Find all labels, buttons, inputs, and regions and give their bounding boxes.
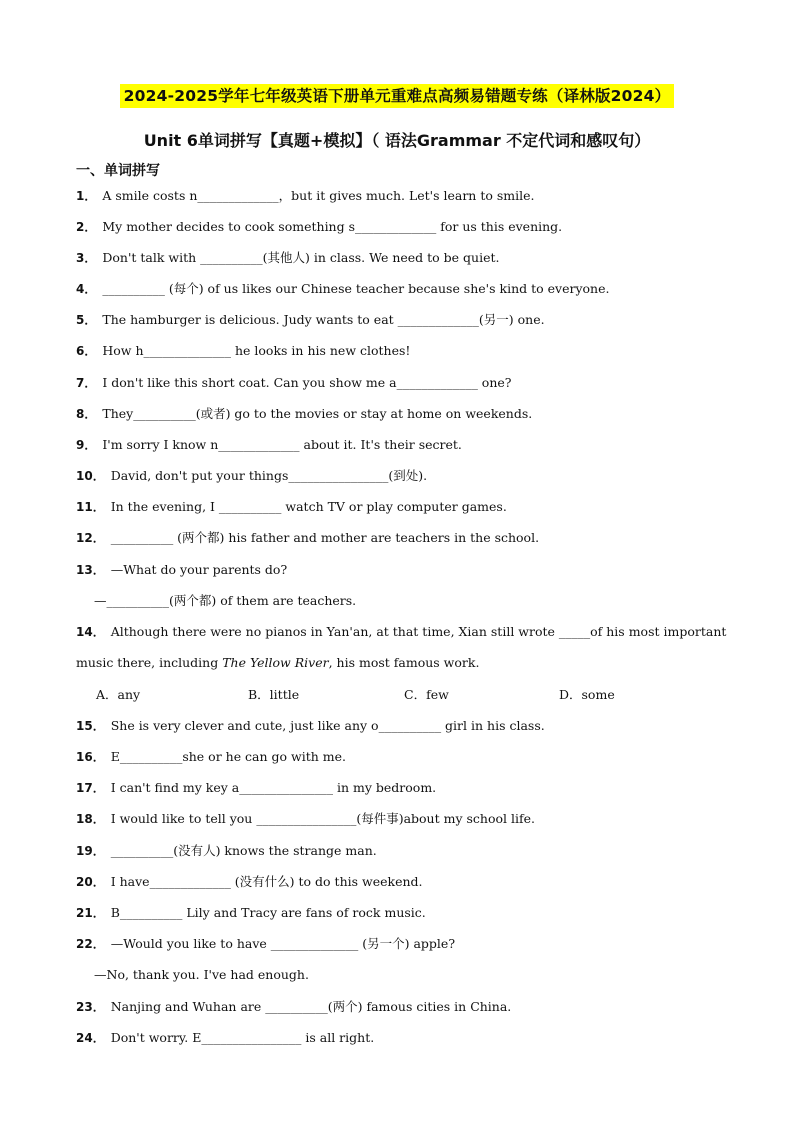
section-heading: 一、单词拼写: [76, 163, 160, 179]
question-text: —Would you like to have ______________ (另一个) apple?: [110, 936, 456, 951]
question-number: 16．: [76, 750, 105, 764]
question-number: 1．: [76, 189, 97, 203]
question-7: [76, 375, 511, 391]
question-text: A smile costs n_____________，but it gives much. Let's learn to smile.: [102, 188, 535, 203]
option-d: D．some: [559, 687, 615, 702]
question-number: 21．: [76, 906, 105, 920]
question-text: —What do your parents do?: [110, 562, 288, 577]
question-text: Don't worry. E________________ is all right.: [110, 1030, 375, 1045]
option-a: A．any: [96, 687, 141, 702]
option-c: C．few: [404, 687, 449, 702]
question-number: 19．: [76, 844, 105, 858]
question-text: __________ (每个) of us likes our Chinese teacher because she's kind to everyone.: [102, 281, 610, 296]
question-text: I don't like this short coat. Can you show me a_____________ one?: [102, 375, 512, 390]
question-number: 22．: [76, 937, 105, 951]
question-text: B__________ Lily and Tracy are fans of rock music.: [110, 905, 426, 920]
question-22-reply: —No, thank you. I've had enough.: [94, 967, 309, 982]
question-18: [76, 811, 535, 827]
question-number: 15．: [76, 719, 105, 733]
question-number: 9．: [76, 438, 97, 452]
question-22: [76, 936, 455, 952]
question-number: 8．: [76, 407, 97, 421]
question-15: [76, 718, 545, 734]
question-8: [76, 406, 532, 422]
question-number: 5．: [76, 313, 97, 327]
question-number: 3．: [76, 251, 97, 265]
question-text: Although there were no pianos in Yan'an, at that time, Xian still wrote _____of his most important: [110, 624, 727, 639]
question-14-text-pre: music there, including: [76, 655, 223, 670]
question-9: [76, 437, 462, 453]
question-10: [76, 468, 427, 484]
question-number: 2．: [76, 220, 97, 234]
question-13-answer-line: —__________(两个都) of them are teachers.: [94, 593, 357, 608]
question-text: Nanjing and Wuhan are __________(两个) famous cities in China.: [110, 999, 512, 1014]
option-b: B．little: [248, 687, 300, 702]
question-6: [76, 343, 410, 359]
question-21: [76, 905, 426, 921]
question-19: [76, 843, 377, 859]
question-number: 11．: [76, 500, 105, 514]
question-17: [76, 780, 436, 796]
question-24: [76, 1030, 374, 1046]
question-11: [76, 499, 507, 515]
question-text: She is very clever and cute, just like any o__________ girl in his class.: [110, 718, 545, 733]
question-text: __________ (两个都) his father and mother are teachers in the school.: [110, 530, 540, 545]
question-text: My mother decides to cook something s_____________ for us this evening.: [102, 219, 563, 234]
question-text: E__________she or he can go with me.: [110, 749, 347, 764]
question-text: David, don't put your things________________(到处).: [110, 468, 428, 483]
question-text: The hamburger is delicious. Judy wants to eat _____________(另一) one.: [102, 312, 545, 327]
question-4: [76, 281, 609, 297]
question-20: [76, 874, 423, 890]
title-container: [0, 84, 794, 108]
question-number: 14．: [76, 625, 105, 639]
question-text: I would like to tell you ________________(每件事)about my school life.: [110, 811, 535, 826]
question-text: I can't find my key a_______________ in my bedroom.: [110, 780, 437, 795]
page-subtitle: Unit 6单词拼写【真题+模拟】（ 语法Grammar 不定代词和感叹句）: [143, 131, 651, 150]
question-text: I have_____________ (没有什么) to do this weekend.: [110, 874, 423, 889]
question-number: 13．: [76, 563, 105, 577]
question-text: __________(没有人) knows the strange man.: [110, 843, 377, 858]
question-number: 17．: [76, 781, 105, 795]
question-number: 24．: [76, 1031, 105, 1045]
question-number: 7．: [76, 376, 97, 390]
question-16: [76, 749, 346, 765]
question-3: [76, 250, 500, 266]
question-14-continuation: [76, 655, 479, 671]
question-text: In the evening, I __________ watch TV or play computer games.: [110, 499, 507, 514]
question-number: 6．: [76, 344, 97, 358]
question-number: 23．: [76, 1000, 105, 1014]
question-14: [76, 624, 726, 640]
question-12: [76, 530, 539, 546]
question-number: 4．: [76, 282, 97, 296]
question-2: [76, 219, 562, 235]
question-13: [76, 562, 287, 578]
question-number: 10．: [76, 469, 105, 483]
question-14-text-post: , his most famous work.: [328, 655, 480, 670]
question-text: I'm sorry I know n_____________ about it. It's their secret.: [102, 437, 462, 452]
question-1: [76, 188, 535, 204]
question-text: They__________(或者) go to the movies or stay at home on weekends.: [102, 406, 533, 421]
question-5: [76, 312, 545, 328]
question-text: Don't talk with __________(其他人) in class. We need to be quiet.: [102, 250, 500, 265]
page-title: 2024-2025学年七年级英语下册单元重难点高频易错题专练（译林版2024）: [120, 84, 675, 108]
question-number: 20．: [76, 875, 105, 889]
work-title: The Yellow River: [222, 655, 329, 670]
question-number: 12．: [76, 531, 105, 545]
question-number: 18．: [76, 812, 105, 826]
question-23: [76, 999, 511, 1015]
question-text: How h______________ he looks in his new clothes!: [102, 343, 411, 358]
